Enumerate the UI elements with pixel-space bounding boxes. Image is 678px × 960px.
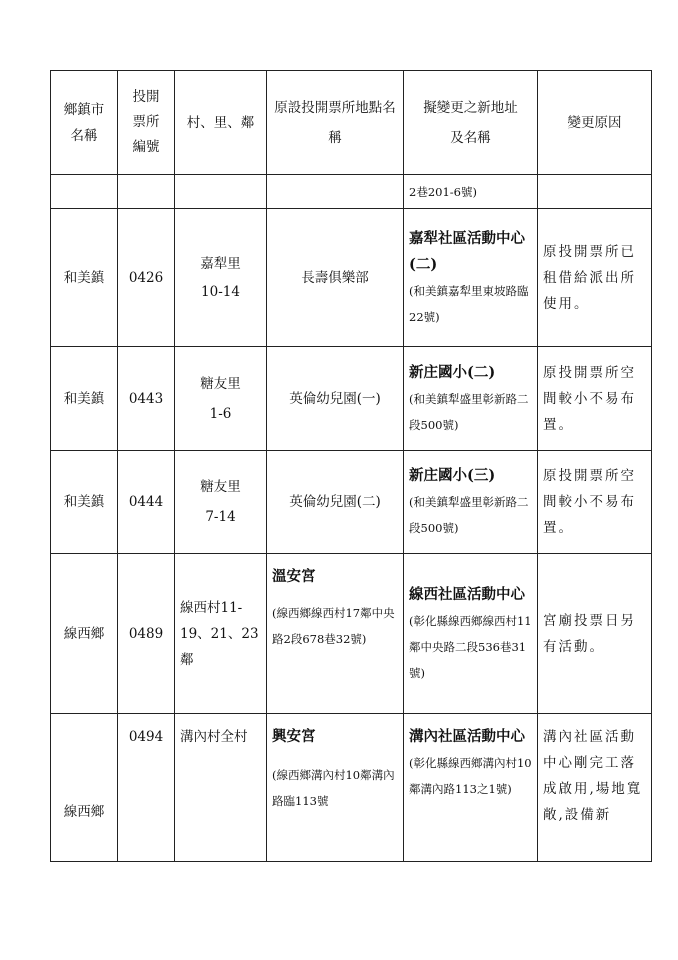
table-row xyxy=(51,451,652,554)
orig-place-cell xyxy=(267,554,404,714)
village-cell: 糖友里7-14 xyxy=(175,451,267,554)
header-row xyxy=(51,71,652,175)
header-reason: 變更原因 xyxy=(538,71,652,175)
village-cell xyxy=(175,175,267,209)
table-row xyxy=(51,554,652,714)
station-no-cell: 0489 xyxy=(118,554,175,714)
new-place-cell xyxy=(404,175,538,209)
new-place-address: (和美鎮犁盛里彰新路二段500號) xyxy=(409,391,529,432)
new-place-name: 溝內社區活動中心 xyxy=(409,728,525,745)
township-cell: 線西鄉 xyxy=(51,714,118,862)
table-row xyxy=(51,175,652,209)
village-cell: 嘉犁里10-14 xyxy=(175,209,267,347)
reason-cell: 溝內社區活動中心剛完工落成啟用,場地寬敞,設備新 xyxy=(538,714,652,862)
reason-cell xyxy=(538,175,652,209)
table-row xyxy=(51,714,652,862)
orig-place-address: (線西鄉線西村17鄰中央路2段678巷32號) xyxy=(272,606,395,646)
table-row xyxy=(51,347,652,451)
new-place-name: 線西社區活動中心 xyxy=(409,585,525,603)
header-new-place: 擬變更之新地址及名稱 xyxy=(404,71,538,175)
new-place-address: (和美鎮嘉犁里東坡路臨22號) xyxy=(409,283,529,324)
header-station-no: 投開票所編號 xyxy=(118,71,175,175)
village-cell: 溝內村全村 xyxy=(175,714,267,862)
orig-place-address: (線西鄉溝內村10鄰溝內路臨113號 xyxy=(272,768,395,808)
reason-cell: 原投開票所空間較小不易布置。 xyxy=(538,451,652,554)
new-place-address: (彰化縣線西鄉溝內村10鄰溝內路113之1號) xyxy=(409,756,532,796)
reason-cell: 原投開票所空間較小不易布置。 xyxy=(538,347,652,451)
village-cell: 線西村11-19、21、23鄰 xyxy=(175,554,267,714)
reason-cell: 原投開票所已租借給派出所使用。 xyxy=(538,209,652,347)
township-cell: 和美鎮 xyxy=(51,451,118,554)
village-cell: 糖友里1-6 xyxy=(175,347,267,451)
station-no-cell xyxy=(118,175,175,209)
township-cell: 和美鎮 xyxy=(51,347,118,451)
new-place-cell xyxy=(404,209,538,347)
orig-place-name: 興安宮 xyxy=(272,728,316,745)
header-township: 鄉鎮市名稱 xyxy=(51,71,118,175)
new-place-name: 新庄國小(二) xyxy=(409,363,496,381)
orig-place-name: 英倫幼兒園(二) xyxy=(267,451,404,554)
new-place-address: 2巷201-6號) xyxy=(409,184,477,199)
township-cell: 線西鄉 xyxy=(51,554,118,714)
new-place-name: 新庄國小(三) xyxy=(409,467,496,484)
reason-cell: 宮廟投票日另有活動。 xyxy=(538,554,652,714)
new-place-cell xyxy=(404,451,538,554)
township-cell xyxy=(51,175,118,209)
township-cell: 和美鎮 xyxy=(51,209,118,347)
station-no-cell: 0426 xyxy=(118,209,175,347)
table-row xyxy=(51,209,652,347)
orig-place-name: 英倫幼兒園(一) xyxy=(267,347,404,451)
orig-place-name: 溫安宮 xyxy=(272,568,316,585)
new-place-address: (和美鎮犁盛里彰新路二段500號) xyxy=(409,495,529,535)
new-place-cell xyxy=(404,347,538,451)
station-no-cell: 0494 xyxy=(118,714,175,862)
station-no-cell: 0444 xyxy=(118,451,175,554)
new-place-address: (彰化縣線西鄉線西村11鄰中央路二段536巷31號) xyxy=(409,613,532,680)
new-place-name: 嘉犁社區活動中心(二) xyxy=(409,229,525,273)
polling-station-change-table xyxy=(50,70,652,862)
header-orig-place: 原設投開票所地點名稱 xyxy=(267,71,404,175)
new-place-cell xyxy=(404,714,538,862)
header-village: 村、里、鄰 xyxy=(175,71,267,175)
orig-place-name: 長壽俱樂部 xyxy=(267,209,404,347)
orig-place-cell xyxy=(267,714,404,862)
orig-place-cell xyxy=(267,175,404,209)
station-no-cell: 0443 xyxy=(118,347,175,451)
new-place-cell xyxy=(404,554,538,714)
